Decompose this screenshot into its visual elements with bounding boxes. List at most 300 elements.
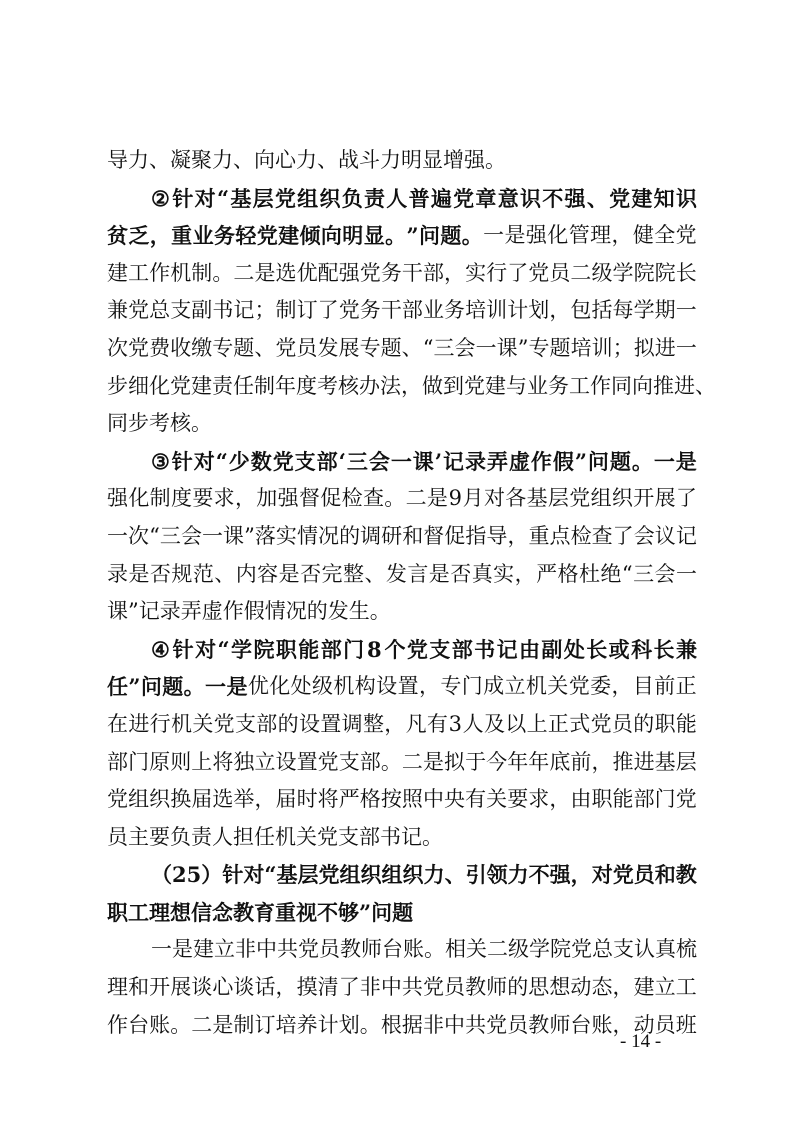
text-char: 在 (107, 711, 128, 736)
text-char: 部 (320, 636, 342, 662)
text-char: 办 (359, 373, 380, 398)
text-char: 考 (317, 373, 338, 398)
text-char: 党 (298, 937, 319, 962)
text-char: 成 (483, 674, 505, 699)
text-char: ； (254, 298, 276, 323)
text-char: 员 (507, 1012, 529, 1037)
text-char: 发 (385, 561, 407, 586)
text-char: 。 (380, 749, 402, 774)
text-char: 订 (254, 1012, 276, 1037)
text-char: 。 (461, 223, 483, 249)
text-char: 底 (549, 749, 571, 774)
text-char: 三 (346, 448, 368, 474)
text-char: 针 (222, 862, 244, 888)
text-char: 台 (128, 1012, 150, 1037)
text-char: 责 (364, 185, 386, 211)
text-char: 非 (235, 937, 256, 962)
text-char: 书 (474, 636, 496, 662)
text-char: 支 (338, 749, 360, 774)
text-line-07 (107, 368, 716, 406)
text-run: 同步考核。 (107, 411, 212, 436)
text-char: 中 (380, 975, 402, 1000)
text-char: 收 (170, 335, 192, 360)
text-char: 置 (320, 711, 342, 736)
text-char: 力 (507, 862, 529, 888)
text-char: 5 (186, 862, 202, 888)
text-char: 责 (212, 373, 233, 398)
text-char: 题 (549, 335, 571, 360)
text-char: 支 (613, 937, 634, 962)
text-char: 培 (465, 298, 487, 323)
text-line-09 (107, 443, 697, 481)
text-char: 基 (230, 185, 252, 211)
text-char: 清 (317, 975, 339, 1000)
text-char: 中 (444, 1012, 465, 1037)
text-char: 点 (549, 523, 571, 548)
text-char: ② (151, 185, 170, 211)
text-char: 一 (675, 561, 697, 586)
text-char: 党 (107, 787, 128, 812)
text-char: 务 (444, 298, 465, 323)
text-char: 干 (401, 260, 423, 285)
text-char: 或 (608, 636, 630, 662)
text-char: 。 (359, 1012, 381, 1037)
text-char: 层 (297, 862, 319, 888)
text-char: 员 (296, 335, 318, 360)
text-char: 数 (250, 448, 272, 474)
text-char: 了 (317, 298, 339, 323)
text-char: 9 (448, 486, 462, 511)
text-char: 培 (570, 335, 592, 360)
text-line-04 (107, 255, 697, 293)
text-char: 格 (359, 787, 381, 812)
text-line-11 (107, 518, 697, 556)
text-char: 能 (612, 787, 634, 812)
text-char: 部 (107, 749, 128, 774)
text-char: 专 (212, 335, 234, 360)
text-char: 贫 (107, 223, 128, 249)
text-char: 部 (359, 749, 381, 774)
text-char: 机 (525, 674, 547, 699)
text-char: 情 (296, 523, 318, 548)
text-char: 学 (231, 636, 253, 662)
text-char: 级 (591, 260, 613, 285)
text-char: ， (611, 223, 633, 248)
text-char: 设 (275, 749, 297, 774)
text-char: 化 (547, 223, 569, 248)
text-char: 会 (454, 335, 476, 360)
text-char: 账 (403, 937, 424, 962)
text-char: ， (591, 749, 613, 774)
text-char: 立 (214, 937, 235, 962)
text-char: 议 (654, 523, 676, 548)
text-char: 记 (443, 448, 465, 474)
text-char: “ (422, 335, 434, 360)
text-char: 业 (422, 298, 444, 323)
text-char: ， (275, 975, 297, 1000)
text-char: 部 (256, 711, 278, 736)
text-char: 置 (296, 749, 318, 774)
text-char: ） (201, 862, 223, 888)
text-char: 党 (170, 373, 191, 398)
text-line-22 (107, 931, 697, 969)
text-char: 做 (422, 373, 443, 398)
text-char: 是 (212, 1012, 234, 1037)
text-char: 订 (296, 298, 318, 323)
text-char: 组 (297, 185, 319, 211)
body-text (107, 142, 716, 1044)
text-line-02 (107, 180, 697, 218)
text-char: 共 (277, 937, 298, 962)
text-char: 了 (507, 260, 529, 285)
text-char: 党 (275, 335, 297, 360)
text-char: ， (384, 711, 406, 736)
text-char: 一 (483, 223, 505, 248)
text-char: 开 (633, 486, 655, 511)
text-char: 会 (368, 448, 390, 474)
text-char: 推 (653, 373, 674, 398)
text-char: 员 (611, 711, 633, 736)
text-char: 非 (359, 975, 381, 1000)
text-char: 是 (254, 260, 276, 285)
text-char: 和 (402, 523, 424, 548)
text-char: 组 (381, 862, 403, 888)
text-char: 会 (180, 523, 202, 548)
text-char: 党 (612, 862, 634, 888)
text-run: 导力、凝聚力、向心力、战斗力明显增强。 (107, 148, 506, 172)
text-char: 共 (465, 1012, 487, 1037)
text-char: 同 (611, 373, 632, 398)
text-char: 将 (317, 787, 339, 812)
text-char: 任 (107, 674, 128, 700)
text-char: 度 (296, 373, 317, 398)
text-char: “ (215, 448, 228, 474)
text-char: 有 (426, 711, 448, 736)
text-char: 展 (654, 486, 676, 511)
text-char: 一 (390, 448, 412, 474)
text-char: 梳 (676, 937, 697, 962)
text-char: 训 (486, 298, 508, 323)
text-char: 是 (675, 448, 697, 474)
text-char: 党 (338, 298, 360, 323)
text-char: 是 (226, 674, 248, 700)
text-char: 优 (296, 260, 318, 285)
text-char: ③ (151, 448, 170, 474)
page-number: - 14 - (620, 1031, 662, 1052)
text-char: 建 (191, 373, 212, 398)
text-char: 中 (256, 937, 277, 962)
text-char: 和 (654, 862, 676, 888)
text-char: 级 (508, 937, 529, 962)
text-char: 。 (424, 937, 445, 962)
text-char: 化 (128, 486, 150, 511)
text-char: 记 (675, 523, 697, 548)
text-char: 。 (170, 1012, 192, 1037)
text-char: 会 (633, 523, 655, 548)
text-char: 显 (363, 223, 385, 249)
text-char: 时 (296, 787, 318, 812)
text-char: 职 (275, 636, 297, 662)
text-char: 进 (674, 373, 695, 398)
text-char: 包 (570, 298, 592, 323)
text-char: 课 (412, 448, 434, 474)
text-char: 管 (568, 223, 590, 248)
text-char: 基 (654, 749, 676, 774)
text-char: “ (621, 561, 633, 586)
text-char: 一 (107, 523, 128, 548)
text-char: 党 (609, 185, 631, 211)
text-char: 层 (675, 749, 697, 774)
text-char: 摸 (296, 975, 318, 1000)
text-char: 党 (675, 223, 697, 248)
text-char: 门 (461, 674, 483, 699)
text-char: 、 (695, 373, 716, 398)
text-char: 按 (380, 787, 402, 812)
text-char: 计 (507, 298, 529, 323)
text-char: 谈 (191, 975, 213, 1000)
text-char: 检 (341, 486, 363, 511)
text-char: 前 (570, 749, 592, 774)
text-char: 优 (247, 674, 269, 699)
text-char: 促 (320, 486, 342, 511)
text-char: 记 (496, 636, 518, 662)
text-char: 不 (528, 862, 550, 888)
text-char: 党 (422, 975, 444, 1000)
text-char: 行 (149, 711, 171, 736)
text-char: 师 (486, 975, 508, 1000)
text-char: 否 (149, 561, 171, 586)
text-char: 强 (107, 486, 128, 511)
text-char: 作 (590, 373, 611, 398)
text-char: ， (549, 298, 571, 323)
text-char: 学 (633, 298, 655, 323)
text-char: 整 (342, 561, 364, 586)
text-char: 处 (290, 674, 312, 699)
text-char: 、 (586, 185, 608, 211)
text-char: 题 (233, 335, 255, 360)
text-char: 、 (401, 335, 423, 360)
text-char: （ (151, 862, 172, 888)
text-char: 师 (549, 1012, 571, 1037)
text-char: 格 (557, 561, 579, 586)
text-line-16 (107, 706, 697, 744)
text-char: 兼 (675, 636, 697, 662)
text-char: 度 (170, 486, 192, 511)
text-char: 养 (296, 1012, 318, 1037)
text-char: 员 (654, 1012, 676, 1037)
text-char: “ (217, 636, 230, 662)
text-char: 党 (128, 298, 150, 323)
text-char: 以 (505, 711, 527, 736)
text-char: 括 (591, 298, 613, 323)
text-char: 识 (675, 185, 697, 211)
text-line-18 (107, 781, 697, 819)
text-char: 级 (312, 674, 333, 699)
text-char: 党 (590, 711, 612, 736)
text-char: 作 (530, 448, 552, 474)
text-char: 关 (486, 787, 508, 812)
text-char: 部 (422, 260, 444, 285)
text-char: 建 (107, 260, 128, 285)
text-char: 是 (172, 937, 193, 962)
text-char: 负 (341, 185, 363, 211)
text-char: 一 (151, 937, 172, 962)
text-char: 发 (317, 335, 339, 360)
text-char: 3 (448, 711, 462, 736)
text-char: 话 (254, 975, 276, 1000)
text-char: 关 (466, 937, 487, 962)
text-char: 况 (318, 523, 340, 548)
text-char: “ (149, 523, 160, 548)
text-line-13 (107, 593, 697, 631)
text-char: 核 (338, 373, 359, 398)
text-char: 引 (465, 862, 487, 888)
text-char: 三 (433, 335, 455, 360)
text-char: 非 (422, 1012, 444, 1037)
text-char: 检 (570, 523, 592, 548)
text-char: 实 (493, 561, 515, 586)
text-run: 职工理想信念教育重视不够”问题 (107, 899, 414, 925)
text-char: 工 (128, 260, 150, 285)
text-char: 班 (675, 1012, 697, 1037)
text-char: 录 (465, 448, 487, 474)
text-char: 强 (549, 862, 571, 888)
text-char: 容 (257, 561, 279, 586)
text-char: 能 (298, 636, 320, 662)
text-char: 正 (675, 674, 697, 699)
text-char: 总 (149, 298, 171, 323)
text-char: 强 (525, 223, 547, 248)
text-char: 设 (376, 674, 398, 699)
text-char: 职 (591, 787, 613, 812)
text-char: 求 (213, 486, 235, 511)
text-char: 党 (464, 373, 485, 398)
text-char: 委 (590, 674, 612, 699)
text-char: 针 (172, 636, 194, 662)
text-char: 党 (675, 787, 697, 812)
text-char: ” (574, 448, 587, 474)
text-line-06 (107, 330, 697, 368)
text-char: 务 (548, 373, 569, 398)
text-char: 构 (354, 674, 376, 699)
text-char: 员 (444, 975, 465, 1000)
text-char: 业 (192, 223, 214, 249)
text-char: 展 (338, 335, 360, 360)
text-char: 党 (318, 862, 340, 888)
text-char: 能 (675, 711, 697, 736)
text-char: 届 (191, 787, 213, 812)
text-char: 账 (149, 1012, 171, 1037)
text-char: 师 (361, 937, 382, 962)
text-line-10 (107, 480, 697, 518)
text-char: 谈 (233, 975, 255, 1000)
text-char: 范 (192, 561, 214, 586)
text-char: 题 (440, 223, 462, 249)
text-line-17 (107, 744, 697, 782)
text-char: 个 (384, 636, 406, 662)
text-char: 根 (380, 1012, 402, 1037)
text-char: ” (128, 674, 141, 700)
text-char: ” (517, 335, 529, 360)
text-char: 共 (401, 975, 423, 1000)
text-line-14 (107, 631, 697, 669)
text-char: 党 (213, 711, 235, 736)
text-char: ， (149, 223, 171, 249)
text-char: 一 (475, 335, 497, 360)
text-line-19 (107, 819, 697, 857)
text-line-05 (107, 292, 697, 330)
text-char: 培 (275, 1012, 297, 1037)
text-char: 织 (611, 486, 633, 511)
text-char: ’ (434, 448, 443, 474)
text-char: 党 (272, 448, 294, 474)
text-char: 、 (444, 862, 466, 888)
text-char: 今 (486, 749, 508, 774)
text-char: ； (612, 335, 634, 360)
text-char: 及 (483, 711, 505, 736)
text-char: 是 (504, 223, 526, 248)
text-char: 支 (170, 298, 192, 323)
text-char: 是 (128, 561, 150, 586)
text-char: 真 (655, 937, 676, 962)
text-char: 动 (633, 1012, 655, 1037)
text-char: ， (514, 561, 536, 586)
text-char: 部 (451, 636, 473, 662)
text-char: 员 (319, 937, 340, 962)
text-char: 长 (653, 636, 675, 662)
text-char: 思 (528, 975, 550, 1000)
text-char: 党 (317, 749, 339, 774)
text-char: 于 (465, 749, 487, 774)
text-char: 层 (547, 486, 569, 511)
text-char: 二 (191, 1012, 213, 1037)
text-char: 是 (426, 486, 448, 511)
text-char: 化 (149, 373, 170, 398)
text-char: 对 (195, 636, 217, 662)
text-char: 工 (569, 373, 590, 398)
text-char: 正 (547, 711, 569, 736)
text-char: 副 (541, 636, 563, 662)
text-char: 建 (485, 373, 506, 398)
text-char: 支 (234, 711, 256, 736)
text-char: 层 (252, 185, 274, 211)
text-char: 干 (380, 298, 402, 323)
text-char: 实 (465, 260, 487, 285)
text-char: ， (234, 486, 256, 511)
text-char: 院 (654, 260, 676, 285)
text-char: 问 (418, 223, 440, 249)
text-char: 党 (569, 486, 591, 511)
text-char: ， (611, 674, 633, 699)
text-char: 弄 (486, 448, 508, 474)
text-char: 了 (675, 486, 697, 511)
text-char: 党 (406, 636, 428, 662)
text-char: 督 (423, 523, 445, 548)
text-char: 落 (254, 523, 276, 548)
text-char: 理 (590, 223, 612, 248)
text-char: 力 (423, 862, 445, 888)
text-char: 课 (223, 523, 245, 548)
text-char: 录 (107, 561, 128, 586)
text-char: ” (244, 523, 255, 548)
text-char: ， (612, 975, 634, 1000)
text-char: 年 (275, 373, 296, 398)
text-char: 否 (300, 561, 322, 586)
text-char: 求 (528, 787, 550, 812)
text-char: 法 (380, 373, 401, 398)
text-char: 则 (170, 749, 192, 774)
text-char: 、 (364, 561, 386, 586)
